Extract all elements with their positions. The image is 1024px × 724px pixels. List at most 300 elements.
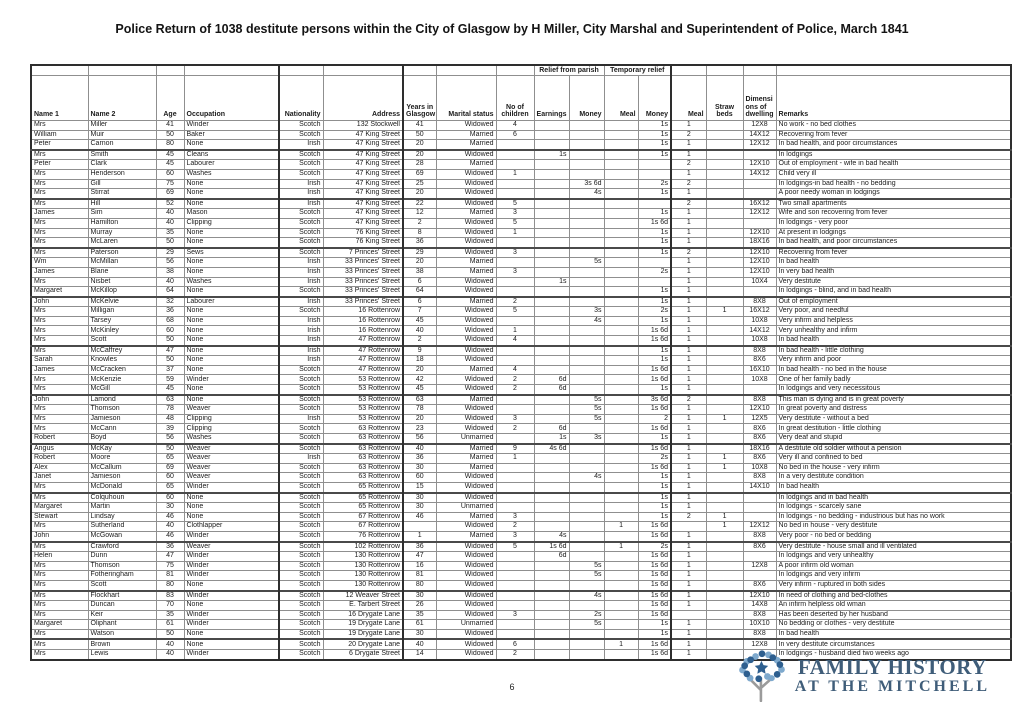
cell-marital_status: Widowed [436, 405, 496, 415]
cell-address: 47 King Street [323, 199, 403, 209]
destitute-persons-table [30, 64, 1012, 661]
cell-earnings: 6d [534, 552, 569, 562]
cell-no_of_children [496, 580, 534, 590]
cell-marital_status: Married [436, 267, 496, 277]
cell-address: 53 Rottenrow [323, 405, 403, 415]
cell-straw_beds [706, 189, 743, 199]
cell-nationality: Scotch [279, 405, 323, 415]
cell-name2: Smith [88, 150, 156, 160]
cell-address: 53 Rottenrow [323, 414, 403, 424]
cell-meal_temporary: 1 [671, 601, 706, 611]
cell-age: 83 [156, 591, 184, 601]
cell-occupation: None [184, 346, 279, 356]
table-row [31, 189, 1011, 199]
cell-no_of_children [496, 463, 534, 473]
cell-dimensions_of_dwelling: 10X10 [743, 620, 776, 630]
cell-money_temporary [638, 258, 671, 268]
cell-money_temporary: 1s 6d [638, 365, 671, 375]
cell-straw_beds [706, 571, 743, 581]
cell-remarks: A destitute old soldier without a pension [776, 444, 1011, 454]
cell-name1: Mrs [31, 238, 88, 248]
cell-meal_temporary: 1 [671, 267, 706, 277]
cell-money_temporary: 1s [638, 385, 671, 395]
group-header-spacer [776, 65, 1011, 76]
cell-meal_temporary: 1 [671, 473, 706, 483]
cell-occupation: Winder [184, 610, 279, 620]
cell-meal_temporary: 2 [671, 395, 706, 405]
cell-money_temporary: 1s 6d [638, 639, 671, 649]
cell-nationality: Irish [279, 346, 323, 356]
cell-remarks: Very infirm and poor [776, 356, 1011, 366]
table-row [31, 561, 1011, 571]
cell-age: 36 [156, 307, 184, 317]
cell-name2: Nisbet [88, 277, 156, 287]
cell-age: 65 [156, 482, 184, 492]
cell-occupation: None [184, 601, 279, 611]
cell-name2: McCracken [88, 365, 156, 375]
cell-name2: Fotheringham [88, 571, 156, 581]
group-header-spacer [403, 65, 436, 76]
cell-years_in_glasgow: 36 [403, 238, 436, 248]
column-header-dimensions_of_dwelling: Dimensions of dwelling [743, 76, 776, 121]
cell-dimensions_of_dwelling: 12X10 [743, 160, 776, 170]
cell-address: 47 King Street [323, 189, 403, 199]
cell-name1: Angus [31, 444, 88, 454]
cell-meal_parish [604, 385, 638, 395]
cell-money_parish [569, 454, 604, 464]
cell-money_temporary [638, 160, 671, 170]
cell-nationality: Scotch [279, 463, 323, 473]
cell-marital_status: Widowed [436, 228, 496, 238]
cell-occupation: Sews [184, 248, 279, 258]
cell-nationality: Scotch [279, 601, 323, 611]
cell-money_parish [569, 542, 604, 552]
cell-no_of_children [496, 552, 534, 562]
cell-straw_beds [706, 591, 743, 601]
cell-marital_status: Widowed [436, 375, 496, 385]
cell-name2: Oliphant [88, 620, 156, 630]
cell-address: 63 Rottenrow [323, 473, 403, 483]
cell-straw_beds [706, 316, 743, 326]
cell-money_temporary: 1s [638, 238, 671, 248]
cell-nationality: Scotch [279, 482, 323, 492]
cell-meal_temporary: 1 [671, 414, 706, 424]
cell-age: 69 [156, 463, 184, 473]
cell-marital_status: Married [436, 531, 496, 541]
cell-remarks: Very destitute - house small and ill ventilated [776, 542, 1011, 552]
cell-remarks: In bad health, and poor circumstances [776, 140, 1011, 150]
cell-remarks: Wife and son recovering from fever [776, 209, 1011, 219]
cell-no_of_children [496, 591, 534, 601]
cell-remarks: This man is dying and is in great poverty [776, 395, 1011, 405]
cell-remarks: In bad health - no bed in the house [776, 365, 1011, 375]
cell-meal_parish [604, 571, 638, 581]
column-header-remarks: Remarks [776, 76, 1011, 121]
cell-money_parish: 3s [569, 434, 604, 444]
cell-straw_beds [706, 385, 743, 395]
cell-earnings: 4s 6d [534, 444, 569, 454]
cell-meal_temporary: 1 [671, 356, 706, 366]
cell-name1: Mrs [31, 591, 88, 601]
cell-name2: Brown [88, 639, 156, 649]
cell-straw_beds [706, 473, 743, 483]
cell-nationality: Scotch [279, 580, 323, 590]
cell-straw_beds [706, 258, 743, 268]
cell-remarks: In very bad health [776, 267, 1011, 277]
cell-nationality: Scotch [279, 424, 323, 434]
cell-name1: Margaret [31, 503, 88, 513]
table-row [31, 130, 1011, 140]
cell-address: 47 Rottenrow [323, 356, 403, 366]
cell-earnings: 6d [534, 385, 569, 395]
cell-address: 47 King Street [323, 160, 403, 170]
cell-age: 65 [156, 454, 184, 464]
cell-years_in_glasgow: 36 [403, 454, 436, 464]
cell-remarks: In lodgings - blind, and in bad health [776, 287, 1011, 297]
table-row [31, 473, 1011, 483]
cell-straw_beds [706, 405, 743, 415]
cell-remarks: No bedding or clothes - very destitute [776, 620, 1011, 630]
cell-straw_beds [706, 639, 743, 649]
table-row [31, 169, 1011, 179]
cell-occupation: Winder [184, 561, 279, 571]
cell-name1: Mrs [31, 189, 88, 199]
cell-address: 53 Rottenrow [323, 385, 403, 395]
cell-earnings [534, 365, 569, 375]
cell-dimensions_of_dwelling: 12X10 [743, 267, 776, 277]
cell-no_of_children [496, 405, 534, 415]
cell-age: 47 [156, 552, 184, 562]
cell-money_temporary: 1s 6d [638, 522, 671, 532]
cell-years_in_glasgow: 20 [403, 258, 436, 268]
cell-money_parish: 5s [569, 414, 604, 424]
cell-straw_beds [706, 160, 743, 170]
table-row [31, 238, 1011, 248]
cell-money_temporary: 1s 6d [638, 326, 671, 336]
cell-dimensions_of_dwelling: 12X5 [743, 414, 776, 424]
cell-remarks: Two small apartments [776, 199, 1011, 209]
cell-dimensions_of_dwelling: 8X8 [743, 531, 776, 541]
column-header-occupation: Occupation [184, 76, 279, 121]
cell-meal_temporary [671, 610, 706, 620]
cell-no_of_children: 1 [496, 326, 534, 336]
column-header-age: Age [156, 76, 184, 121]
cell-money_temporary: 1s [638, 140, 671, 150]
cell-straw_beds [706, 267, 743, 277]
cell-money_temporary: 1s 6d [638, 463, 671, 473]
column-header-meal_temporary: Meal [671, 76, 706, 121]
cell-straw_beds [706, 395, 743, 405]
cell-dimensions_of_dwelling: 8X6 [743, 424, 776, 434]
cell-marital_status: Widowed [436, 610, 496, 620]
cell-no_of_children: 3 [496, 610, 534, 620]
cell-meal_parish: 1 [604, 542, 638, 552]
cell-years_in_glasgow: 16 [403, 561, 436, 571]
column-header-earnings: Earnings [534, 76, 569, 121]
cell-remarks: In bad health [776, 629, 1011, 639]
cell-meal_parish [604, 209, 638, 219]
cell-marital_status: Widowed [436, 522, 496, 532]
cell-earnings [534, 169, 569, 179]
cell-money_parish: 5s [569, 561, 604, 571]
cell-straw_beds [706, 287, 743, 297]
cell-no_of_children [496, 503, 534, 513]
cell-earnings [534, 346, 569, 356]
cell-marital_status: Widowed [436, 424, 496, 434]
cell-age: 36 [156, 542, 184, 552]
cell-marital_status: Widowed [436, 601, 496, 611]
cell-money_parish: 4s [569, 189, 604, 199]
cell-remarks: Out of employment - wife in bad health [776, 160, 1011, 170]
cell-name2: Knowles [88, 356, 156, 366]
cell-earnings [534, 248, 569, 258]
cell-name1: John [31, 395, 88, 405]
cell-nationality: Scotch [279, 552, 323, 562]
cell-name1: Margaret [31, 620, 88, 630]
cell-name1: John [31, 297, 88, 307]
cell-no_of_children: 5 [496, 307, 534, 317]
cell-address: 47 King Street [323, 140, 403, 150]
cell-money_parish [569, 238, 604, 248]
cell-earnings [534, 650, 569, 660]
cell-age: 30 [156, 503, 184, 513]
cell-name1: Janet [31, 473, 88, 483]
cell-money_parish [569, 463, 604, 473]
cell-no_of_children: 3 [496, 248, 534, 258]
cell-age: 75 [156, 179, 184, 189]
cell-years_in_glasgow: 63 [403, 395, 436, 405]
cell-age: 78 [156, 405, 184, 415]
cell-dimensions_of_dwelling [743, 571, 776, 581]
cell-straw_beds [706, 238, 743, 248]
cell-nationality: Irish [279, 258, 323, 268]
cell-dimensions_of_dwelling: 12X12 [743, 140, 776, 150]
table-row [31, 580, 1011, 590]
table-row [31, 258, 1011, 268]
cell-meal_temporary: 1 [671, 434, 706, 444]
cell-meal_temporary: 1 [671, 531, 706, 541]
cell-no_of_children [496, 150, 534, 160]
cell-marital_status: Widowed [436, 238, 496, 248]
cell-occupation: None [184, 503, 279, 513]
cell-meal_temporary: 1 [671, 571, 706, 581]
cell-name1: Robert [31, 434, 88, 444]
column-header-name1: Name 1 [31, 76, 88, 121]
cell-earnings [534, 297, 569, 307]
cell-occupation: None [184, 238, 279, 248]
cell-no_of_children [496, 601, 534, 611]
cell-years_in_glasgow [403, 522, 436, 532]
cell-no_of_children: 9 [496, 444, 534, 454]
cell-straw_beds [706, 356, 743, 366]
cell-name1: Mrs [31, 179, 88, 189]
cell-years_in_glasgow: 40 [403, 639, 436, 649]
cell-name1: Mrs [31, 346, 88, 356]
group-header-spacer [706, 65, 743, 76]
cell-earnings [534, 580, 569, 590]
table-row [31, 552, 1011, 562]
cell-age: 50 [156, 238, 184, 248]
cell-nationality: Irish [279, 267, 323, 277]
cell-money_temporary: 1s [638, 228, 671, 238]
cell-straw_beds: 1 [706, 307, 743, 317]
page-title: Police Return of 1038 destitute persons within the City of Glasgow by H Miller, City Marshal and Superintendent of Police, March 1841 [115, 22, 909, 36]
cell-money_parish: 5s [569, 258, 604, 268]
cell-address: 47 King Street [323, 169, 403, 179]
cell-nationality: Scotch [279, 444, 323, 454]
cell-name2: McDonald [88, 482, 156, 492]
cell-name2: Stirrat [88, 189, 156, 199]
cell-name2: Milligan [88, 307, 156, 317]
table-row [31, 414, 1011, 424]
cell-name2: Flockhart [88, 591, 156, 601]
cell-name2: Lewis [88, 650, 156, 660]
cell-meal_temporary: 1 [671, 650, 706, 660]
cell-meal_temporary: 1 [671, 209, 706, 219]
cell-money_parish: 4s [569, 591, 604, 601]
cell-name1: Mrs [31, 629, 88, 639]
cell-meal_temporary: 1 [671, 444, 706, 454]
cell-remarks: Very deaf and stupid [776, 434, 1011, 444]
cell-years_in_glasgow: 80 [403, 580, 436, 590]
cell-name1: Mrs [31, 316, 88, 326]
cell-address: 19 Drygate Lane [323, 629, 403, 639]
column-header-no_of_children: No of children [496, 76, 534, 121]
cell-nationality: Scotch [279, 209, 323, 219]
cell-straw_beds [706, 218, 743, 228]
cell-straw_beds [706, 336, 743, 346]
cell-occupation: None [184, 493, 279, 503]
table-row [31, 512, 1011, 522]
cell-dimensions_of_dwelling: 8X8 [743, 629, 776, 639]
table-row [31, 297, 1011, 307]
cell-nationality: Scotch [279, 503, 323, 513]
cell-straw_beds: 1 [706, 522, 743, 532]
cell-address: 47 King Street [323, 209, 403, 219]
cell-name1: Mrs [31, 150, 88, 160]
cell-earnings [534, 121, 569, 131]
cell-address: 33 Princes' Street [323, 258, 403, 268]
cell-money_temporary: 1s [638, 346, 671, 356]
tree-icon [736, 650, 788, 702]
cell-dimensions_of_dwelling: 12X10 [743, 248, 776, 258]
cell-no_of_children: 2 [496, 650, 534, 660]
cell-no_of_children [496, 395, 534, 405]
cell-dimensions_of_dwelling [743, 552, 776, 562]
cell-name2: Clark [88, 160, 156, 170]
cell-earnings [534, 591, 569, 601]
cell-occupation: None [184, 395, 279, 405]
cell-name2: Lamond [88, 395, 156, 405]
cell-money_temporary: 1s 6d [638, 375, 671, 385]
cell-address: 130 Rottenrow [323, 580, 403, 590]
cell-meal_parish [604, 454, 638, 464]
cell-years_in_glasgow: 14 [403, 650, 436, 660]
cell-address: 63 Rottenrow [323, 444, 403, 454]
cell-address: 76 King Street [323, 238, 403, 248]
group-header-spacer [156, 65, 184, 76]
cell-address: 47 King Street [323, 218, 403, 228]
cell-nationality: Scotch [279, 160, 323, 170]
cell-remarks: Recovering from fever [776, 130, 1011, 140]
cell-earnings [534, 629, 569, 639]
cell-straw_beds [706, 580, 743, 590]
cell-no_of_children: 3 [496, 512, 534, 522]
cell-years_in_glasgow: 7 [403, 307, 436, 317]
cell-money_temporary: 1s [638, 473, 671, 483]
cell-occupation: Washes [184, 169, 279, 179]
table-row [31, 209, 1011, 219]
table-row [31, 375, 1011, 385]
cell-remarks: In bad health [776, 336, 1011, 346]
cell-straw_beds [706, 531, 743, 541]
cell-age: 40 [156, 522, 184, 532]
cell-address: 102 Rottenrow [323, 542, 403, 552]
cell-age: 70 [156, 601, 184, 611]
cell-years_in_glasgow: 61 [403, 620, 436, 630]
cell-earnings [534, 522, 569, 532]
cell-occupation: None [184, 336, 279, 346]
cell-address: 63 Rottenrow [323, 434, 403, 444]
cell-money_temporary [638, 169, 671, 179]
cell-years_in_glasgow: 81 [403, 571, 436, 581]
cell-name2: Dunn [88, 552, 156, 562]
cell-age: 45 [156, 150, 184, 160]
cell-no_of_children: 2 [496, 297, 534, 307]
cell-name2: Jamieson [88, 473, 156, 483]
cell-earnings [534, 218, 569, 228]
cell-marital_status: Unmarried [436, 434, 496, 444]
cell-money_parish: 4s [569, 473, 604, 483]
cell-earnings: 1s [534, 277, 569, 287]
cell-straw_beds [706, 248, 743, 258]
cell-name1: Mrs [31, 248, 88, 258]
cell-no_of_children [496, 356, 534, 366]
cell-money_temporary: 1s [638, 121, 671, 131]
cell-money_parish: 5s [569, 405, 604, 415]
cell-no_of_children [496, 189, 534, 199]
cell-money_temporary: 1s 6d [638, 580, 671, 590]
cell-marital_status: Widowed [436, 591, 496, 601]
cell-remarks: In bad health [776, 258, 1011, 268]
cell-marital_status: Widowed [436, 179, 496, 189]
cell-remarks: Very poor, and needful [776, 307, 1011, 317]
cell-address: 16 Drygate Lane [323, 610, 403, 620]
cell-money_parish [569, 346, 604, 356]
cell-meal_parish [604, 395, 638, 405]
cell-marital_status: Widowed [436, 189, 496, 199]
cell-nationality: Irish [279, 336, 323, 346]
cell-meal_parish [604, 287, 638, 297]
column-header-row [31, 76, 1011, 121]
cell-remarks: No work - no bed clothes [776, 121, 1011, 131]
cell-occupation: Weaver [184, 444, 279, 454]
cell-money_parish [569, 503, 604, 513]
cell-meal_temporary: 1 [671, 385, 706, 395]
cell-nationality: Scotch [279, 121, 323, 131]
cell-name2: Sim [88, 209, 156, 219]
cell-name2: Moore [88, 454, 156, 464]
cell-dimensions_of_dwelling: 8X6 [743, 454, 776, 464]
cell-years_in_glasgow: 42 [403, 375, 436, 385]
cell-earnings [534, 336, 569, 346]
cell-earnings [534, 405, 569, 415]
cell-years_in_glasgow: 45 [403, 316, 436, 326]
cell-name1: Stewart [31, 512, 88, 522]
cell-marital_status: Widowed [436, 473, 496, 483]
group-header-spacer [31, 65, 88, 76]
cell-money_temporary: 1s [638, 130, 671, 140]
